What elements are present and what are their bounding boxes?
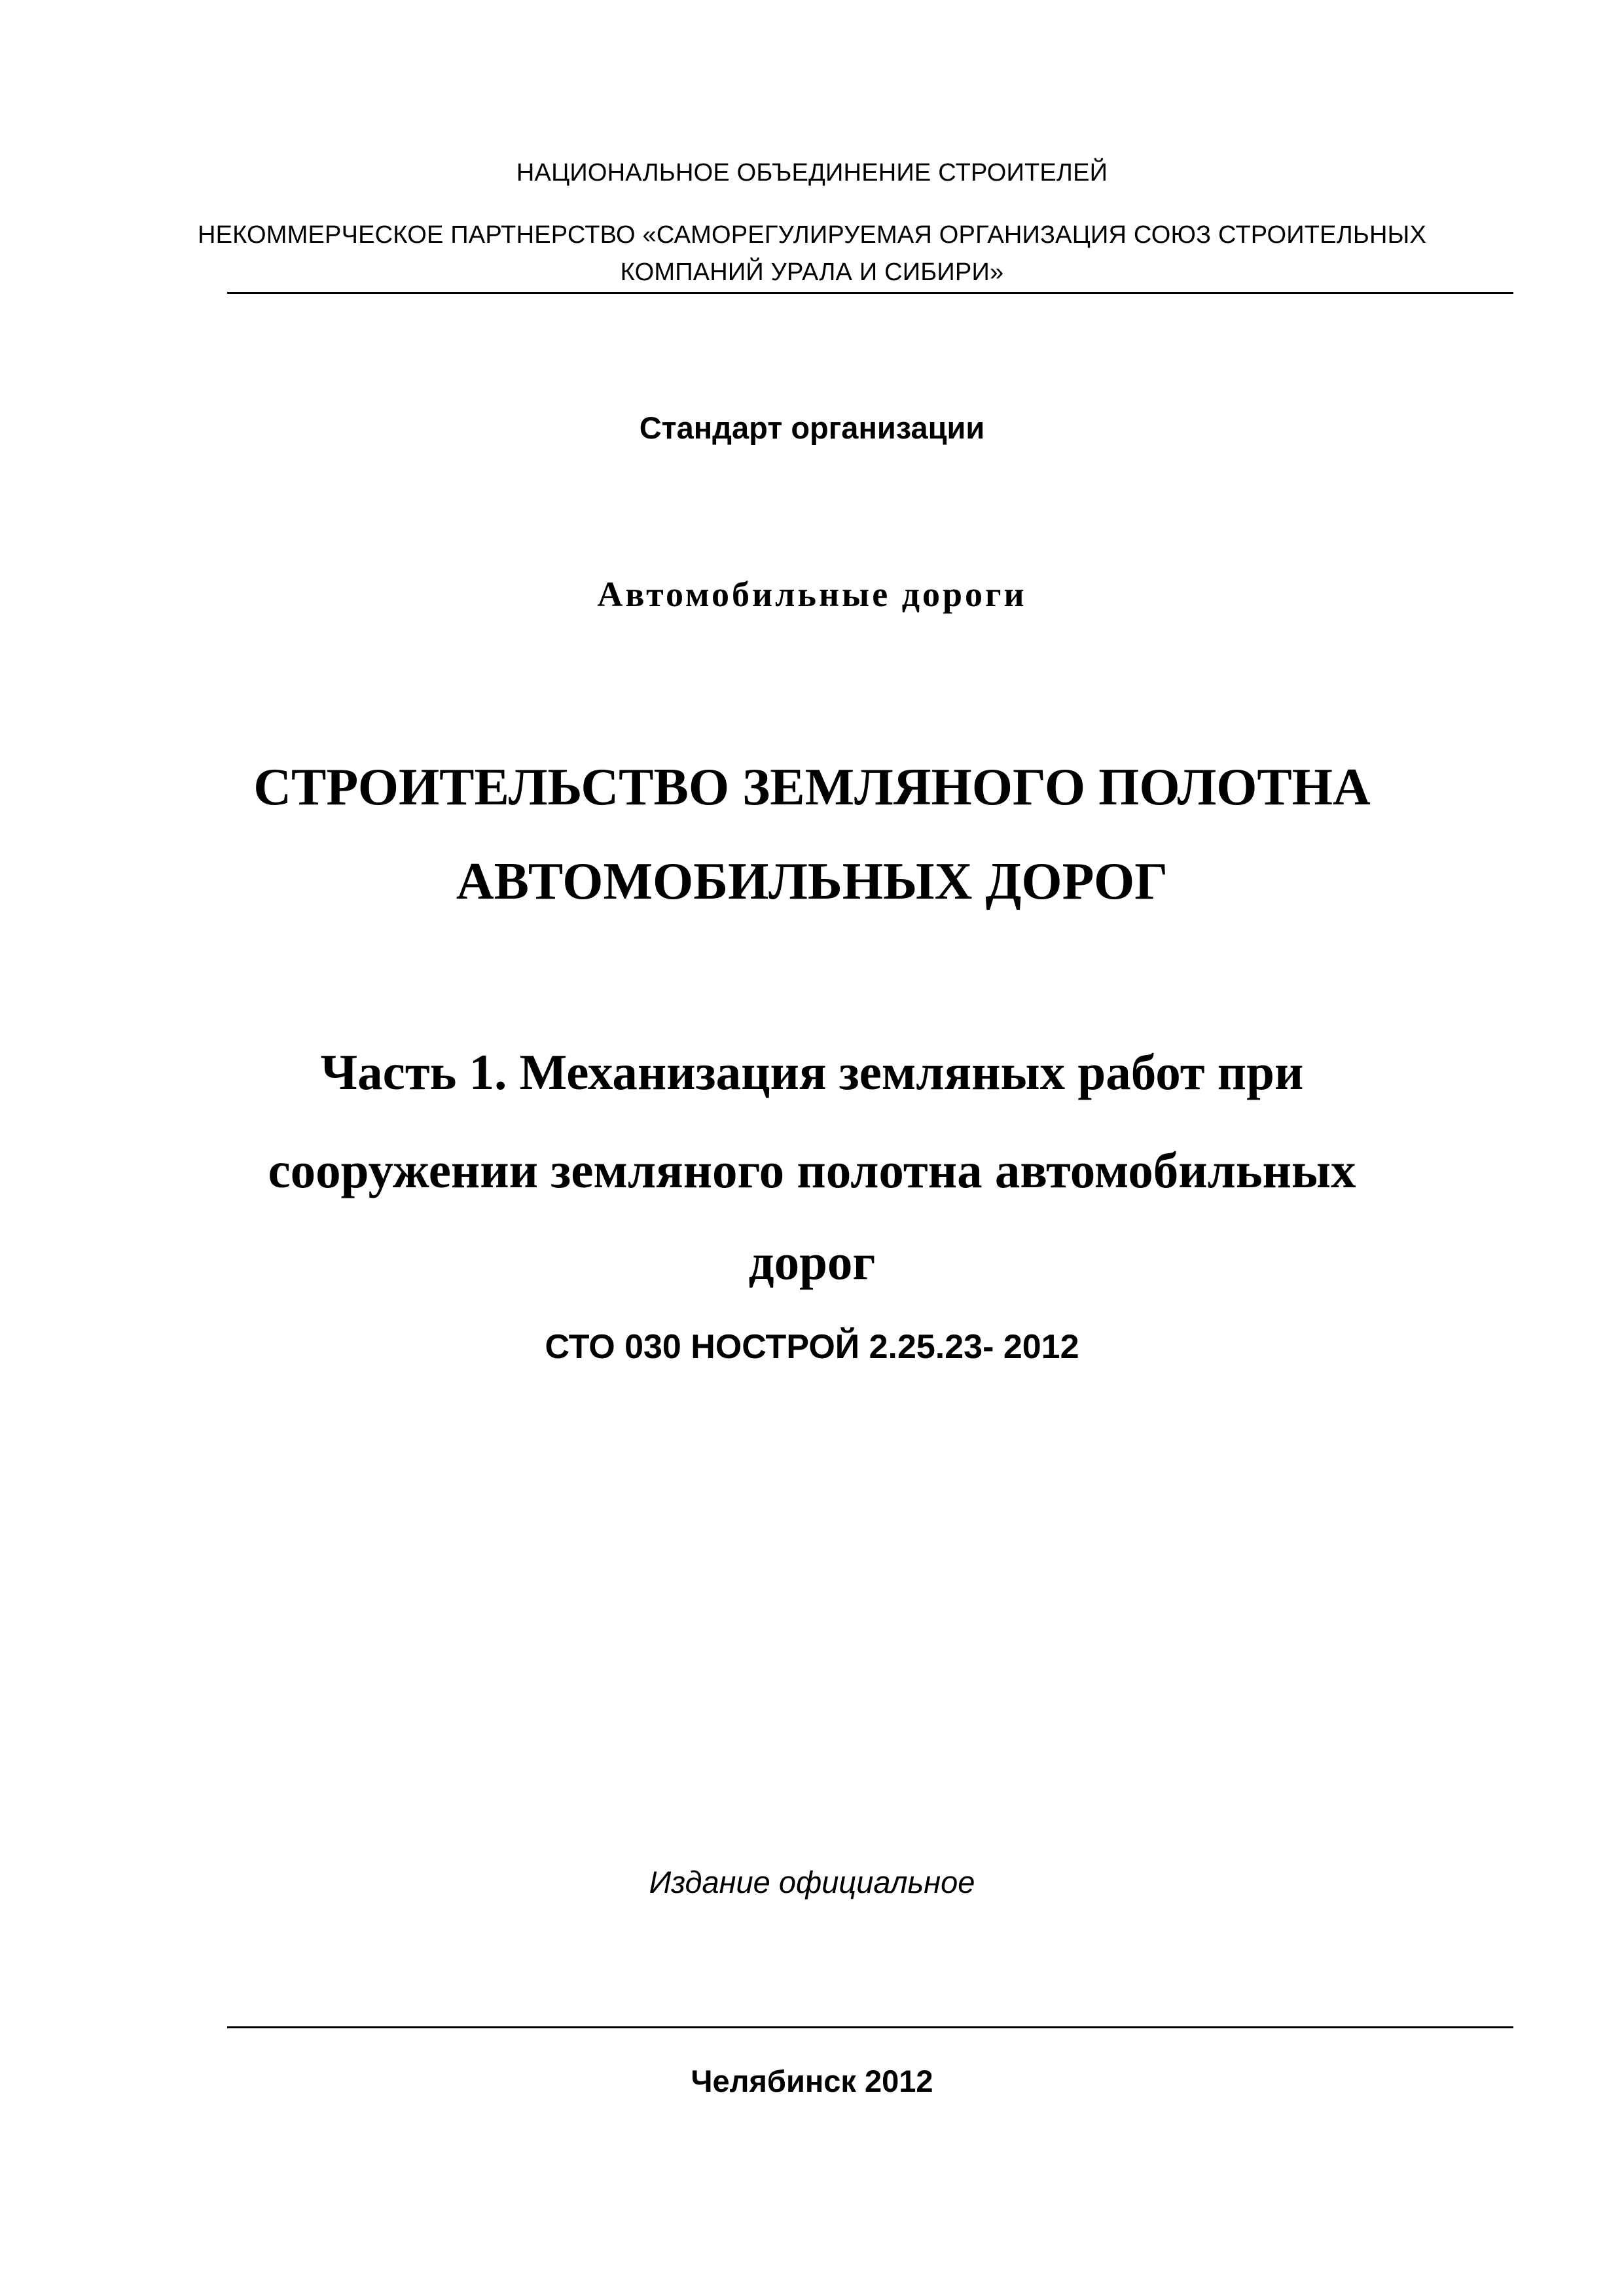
document-title-line-1: СТРОИТЕЛЬСТВО ЗЕМЛЯНОГО ПОЛОТНА (253, 759, 1371, 816)
part-title-line-1: Часть 1. Механизация земляных работ при (320, 1044, 1304, 1100)
document-title-line-2: АВТОМОБИЛЬНЫХ ДОРОГ (456, 853, 1168, 910)
partnership-name-line-1: НЕКОММЕРЧЕСКОЕ ПАРТНЕРСТВО «САМОРЕГУЛИРУЕМАЯ ОРГАНИЗАЦИЯ СОЮЗ СТРОИТЕЛЬНЫХ (197, 221, 1427, 249)
part-title-line-3: дорог (748, 1234, 876, 1290)
document-code: СТО 030 НОСТРОЙ 2.25.23- 2012 (545, 1328, 1079, 1366)
standard-kind: Стандарт организации (639, 410, 985, 445)
header-divider (227, 292, 1513, 294)
organization-name: НАЦИОНАЛЬНОЕ ОБЪЕДИНЕНИЕ СТРОИТЕЛЕЙ (516, 159, 1108, 187)
city-year: Челябинск 2012 (691, 2064, 933, 2098)
part-title-line-2: сооружении земляного полотна автомобильных (268, 1142, 1356, 1198)
partnership-name-line-2: КОМПАНИЙ УРАЛА И СИБИРИ» (620, 259, 1004, 286)
edition-note: Издание официальное (649, 1865, 975, 1899)
footer-divider (227, 2026, 1513, 2028)
document-category: Автомобильные дороги (597, 575, 1027, 614)
